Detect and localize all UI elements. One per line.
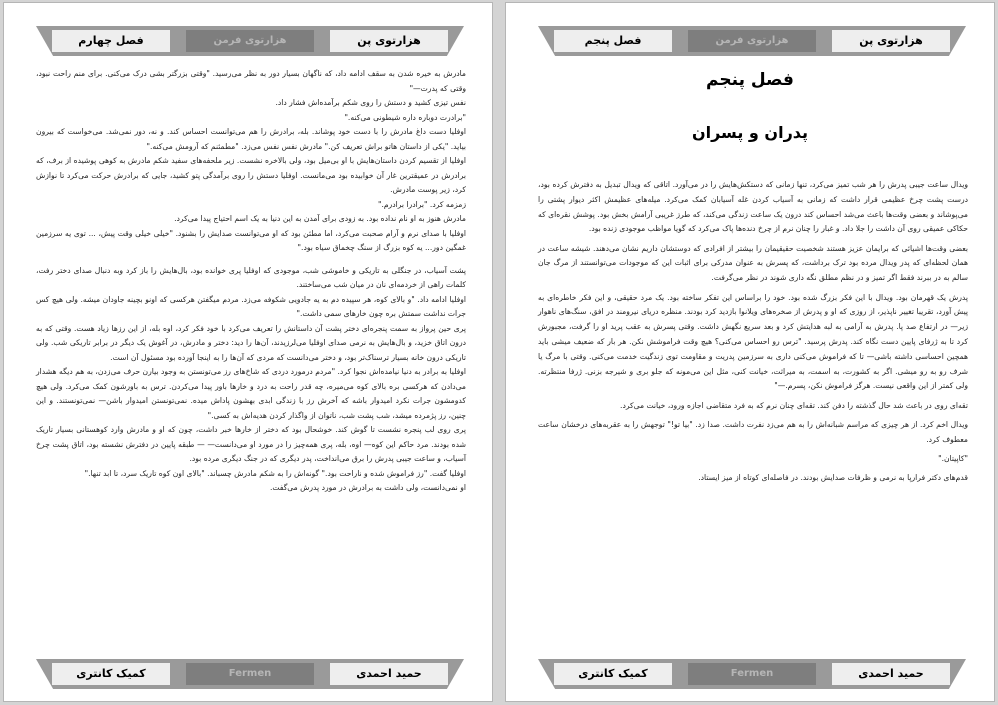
paragraph: "برادرت دوباره داره شیطونی می‌کنه." xyxy=(344,112,466,122)
paragraph: پری حین پرواز به سمت پنجره‌ای دختر پشت آن داستانش را تعریف می‌کرد با خود فکر کرد، اوه بله، از این رزها زیاد هست. وقتی که به درون اتاق خزید، و بال‌هایش به نرمی صدای اوفلیا می‌لرزیدند، آن‌ها را دید: دختر و مادرش، در آغوش یک دیگر در برابر تاریکی شب. ولی تاریکی درون خانه بسیار ترسناک‌تر بود، و دختر می‌دانست که مردی که آن‌ها را به اینجا آورده بود مسئول آن است. xyxy=(36,323,466,362)
chapter-label: فصل چهارم xyxy=(52,30,170,52)
author-name: کمیک کانتری xyxy=(52,663,170,685)
book-title: هزارتوی پن xyxy=(832,30,950,52)
paragraph: ویدال ساعت جیبی پدرش را هر شب تمیز می‌کرد، تنها زمانی که دستکش‌هایش را در می‌آورد. اتاقی که ویدال تبدیل به دفترش کرده بود، درست پشت چرخ عظیمی قرار داشت که زمانی به آسیاب کردن غله آسیابان کمک می‌کرد. میله‌های عظیمش اکثر دیوار پشتی را می‌پوشاند و بعضی وقت‌ها باعث می‌شد احساس کند درون یک ساعت زندگی می‌کند، که طرز غریبی آرامش بخش بود. پوشش نقره‌ای که حکاکی عمیقی روی آن داشت را جلا داد. و غبار را چنان نرم از چرخ دنده‌ها پاک می‌کرد که گویا مواظب موجودی زنده بود. xyxy=(538,180,968,234)
footer-watermark: Fermen xyxy=(186,663,314,685)
paragraph: مادرش به خیره شدن به سقف ادامه داد، که ناگهان بسیار دور به نظر می‌رسید. "وقتی بزرگتر بشی درک می‌کنی. برای منم راحت نبود، وقتی که پدرت—" xyxy=(36,69,466,93)
header-watermark: هزارتوی فرمن xyxy=(186,30,314,52)
page-footer xyxy=(538,659,966,689)
paragraph: "کاپیتان." xyxy=(938,454,968,464)
paragraph: پری روی لب پنجره نشست تا گوش کند. خوشحال بود که دختر از خارها خبر داشت، چون که او و مادرش وارد کوهستانی بسیار تاریک شده بودند. مرد حاکم این کوه— اوه، بله، پری همه‌چیز را در مورد او می‌دانست— — طبقه پایین در دفترش نشسته بود، اتاق پشت چرخ آسیاب، و ساعت جیبی پدرش را برق می‌انداخت، پدر دیگری که در جنگ دیگری مرده بود. xyxy=(36,425,466,463)
paragraph: اوفلیا با صدای نرم و آرام صحبت می‌کرد، اما مطئن بود که او می‌توانست صدایش را بشنود. "خیلی خیلی وقت پیش، ... توی یه سرزمین غمگین دور... یه کوه بزرگ از سنگ چخماق سیاه بود." xyxy=(36,228,466,252)
header-watermark: هزارتوی فرمن xyxy=(688,30,816,52)
chapter-label: فصل پنجم xyxy=(554,30,672,52)
paragraph: اوفلیا ادامه داد. "و بالای کوه، هر سپیده دم به یه جادویی شکوفه می‌زد. مردم میگفتن هرکسی که اونو بچینه جاودان میشه. ولی هیچ کس جرات نداشت سمتش بره چون خارهای سمی داشت." xyxy=(36,294,466,318)
author-name: کمیک کانتری xyxy=(554,663,672,685)
paragraph: نفس تیزی کشید و دستش را روی شکم برآمده‌اش فشار داد. xyxy=(275,98,466,107)
paragraph: اوفلیا از تقسیم کردن داستان‌هایش با او بی‌میل بود، ولی بالاخره نشست. زیر ملحفه‌های سفید شکم مادرش به کوهی پوشیده از برف، که برادرش در عمیقترین غار آن خوابیده بود می‌مانست. اوفلیا دستش را روی برآمدگی پتو کشید، جایی که برادرش حرکت می‌کرد تا نوازش کرد، زیر پوست مادرش. xyxy=(36,156,466,194)
paragraph: پشت آسیاب، در جنگلی به تاریکی و خاموشی شب، موجودی که اوفلیا پری خوانده بود، بال‌هایش را باز کرد وبه دنبال صدای دختر رفت، کلمات راهی از خردمه‌ای نان در میان شب می‌ساختند. xyxy=(36,265,466,289)
paragraph: اوفلیا به برادر به دنیا نیامده‌اش نجوا کرد. "مردم درمورد دردی که شاخ‌های رز می‌تونستن به وجود بیارن حرف می‌زدن، به هم دیگه هشدار می‌دادن که هرکسی بره بالای کوه می‌میره، چه قدر راحت به درد و خارها باور پیدا می‌کردن. ترس به باورشون کمک می‌کرد. ولی هیچ کدومشون جرات نکرد امیدوار باشه که آخرش رز با زندگی ابدی بهشون پاداش میده. نمی‌تونستن امیدوار باشن— نمی‌تونستند. و این چنین، رز پژمرده میشد، شب پشت شب، ناتوان از واگذار کردن هدیه‌اش به کسی." xyxy=(36,367,466,420)
page-footer xyxy=(36,659,464,689)
paragraph: او نمی‌دانست، ولی داشت به برادرش در مورد پدرش می‌گفت. xyxy=(269,483,466,492)
page-body-text xyxy=(538,178,968,491)
page-header xyxy=(36,26,464,56)
paragraph: اوفلیا دست داغ مادرش را با دست خود پوشاند. بله، برادرش را هم می‌توانست احساس کند. و نه، دور نمی‌شد. می‌خواست که بیرون بیاید. "یکی از داستان هاتو براش تعریف کن." مادرش نفس نفس می‌زد. "مطمئنم که آرومش می‌کنه." xyxy=(36,127,466,151)
paragraph: قدم‌های دکتر فرارپا به نرمی و ظرفات صدایش بودند. در فاصله‌ای کوتاه از میز ایستاد. xyxy=(698,473,968,483)
footer-watermark: Fermen xyxy=(688,663,816,685)
paragraph: مادرش هنوز به او نام نداده بود. به زودی برای آمدن به این دنیا به یک اسم احتیاج پیدا می‌کرد. xyxy=(174,214,466,223)
translator-name: حمید احمدی xyxy=(832,663,950,685)
paragraph: زمزمه کرد. "برادرا برادرم." xyxy=(377,199,466,209)
book-page-left xyxy=(3,2,493,702)
page-header xyxy=(538,26,966,56)
paragraph: پدرش یک قهرمان بود. ویدال با این فکر بزرگ شده بود. خود را براساس این تفکر ساخته بود. یک مرد حقیقی، و این فکر خاطره‌ای به پیش آورد، تقریبا تغییر ناپذیر، از روزی که او و پدرش از صخره‌های ویلانوا بازدید کرد بودند. منظره دریای نیرومند در افق، سنگ‌های ناهوار زیر— در ارتفاع صد پا. پدرش به آرامی به لبه هدایتش کرد و بعد سریع نگهش داشت. وقتی پسرش به عقب پرید او را گرفت، مجبورش کرد تا به ژرفای پایین دست نگاه کند. پدرش پرسید. "ترس رو احساس می‌کنی؟ هیچ وقت فراموشش نکن. هر بار که ضعیف میشی باید همچین احساسی داشته باشی— تا که فراموش می‌کنی داری به سرزمین پدریت و مقاومت توی زندگیت خدمت می‌کنی. وقتی با مرگ یا شرف رو به رو میشی. اگر به کشورت، به اسمت، به میراثت، خیانت کنی، مثل این می‌مونه که جلو بری و شیرجه بزنی. ژرفا منتظرته. ولی کمتر از این واقعی نیست. هرگز فراموش نکن، پسرم.—" xyxy=(538,292,968,391)
chapter-subtitle: پدران و پسران xyxy=(691,123,809,142)
paragraph: بعضی وقت‌ها اشیائی که برایمان عزیز هستند شخصیت حقیقیمان را بیشتر از افرادی که دوستشان داریم نشان می‌دهند. شیشه ساعت در همان لحظه‌ای که پدر ویدال مرده بود ترک برداشت، که پسرش به عنوان مدرکی برای اثبات این که موجودات می‌توانستند از مرگ جان سالم به در ببرند فقط اگر تمیز و در نظم مطلق نگه داری شوند در نظر می‌گرفت. xyxy=(538,243,968,283)
chapter-heading: فصل پنجم xyxy=(706,70,794,90)
page-body-text xyxy=(36,67,466,496)
translator-name: حمید احمدی xyxy=(330,663,448,685)
paragraph: تقه‌ای روی در باعث شد حال گذشته را دفن کند. تقه‌ای چنان نرم که به فرد متقاضی اجازه ورود، خیانت می‌کرد. xyxy=(620,400,968,410)
book-page-right xyxy=(505,2,995,702)
paragraph: اوفلیا گفت. "رز فراموش شده و ناراحت بود." گونه‌اش را به شکم مادرش چسباند. "بالای اون کوه تاریک سرد، تا ابد تنها." xyxy=(84,468,466,478)
book-title: هزارتوی پن xyxy=(330,30,448,52)
paragraph: ویدال اخم کرد. از هر چیزی که مراسم شبانه‌اش را به هم می‌زد نفرت داشت. صدا زد. "بیا تو!" توجهش را به عقربه‌های درخشان ساعت معطوف کرد. xyxy=(538,419,968,444)
